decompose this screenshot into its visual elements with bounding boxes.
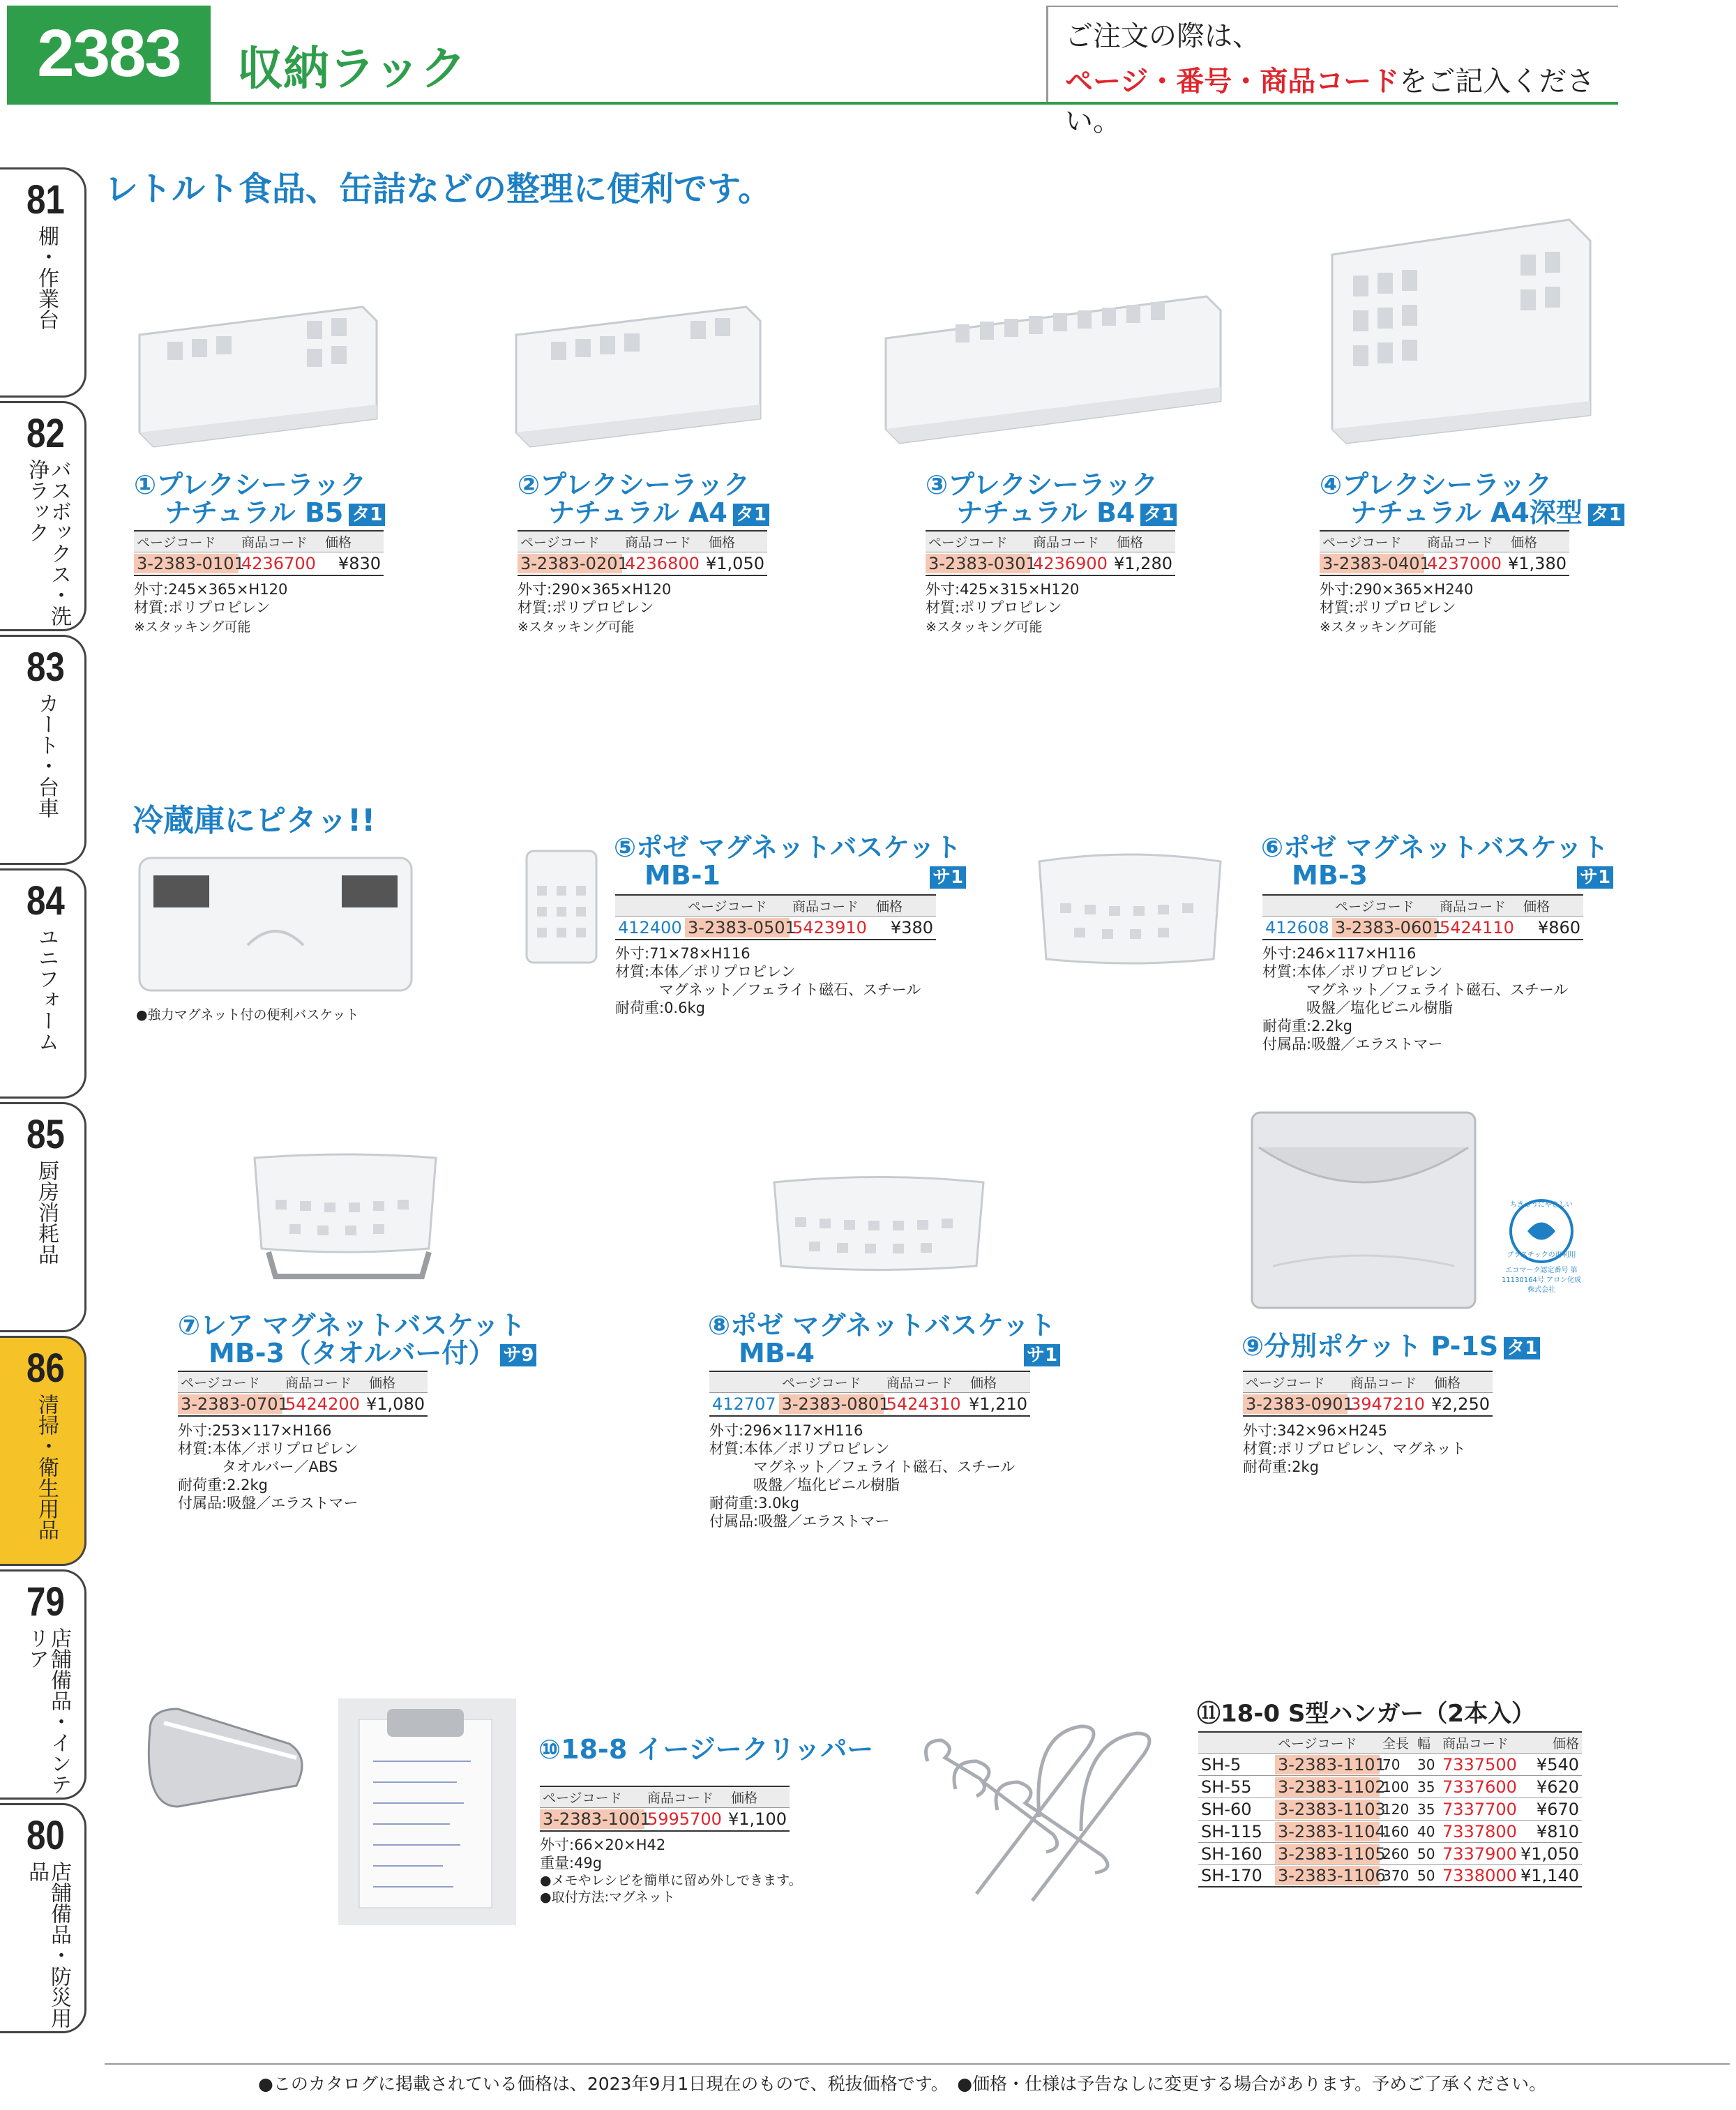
- header-page-code: ページコード: [1335, 899, 1414, 914]
- jan-code[interactable]: 412608: [1265, 918, 1329, 937]
- page-code[interactable]: 3-2383-1106: [1275, 1866, 1380, 1885]
- tab-number: 80: [27, 1813, 65, 1858]
- tab-82[interactable]: [0, 401, 86, 631]
- width: 30: [1417, 1756, 1435, 1773]
- product-6-spec: 外寸:246×117×H116 材質:本体／ポリプロピレン マグネット／フェライト磁石、スチール 吸盤／塩化ビニル樹脂 耐荷重:2.2kg 付属品:吸盤／エラストマー: [1262, 945, 1569, 1053]
- footer-note: ●このカタログに掲載されている価格は、2023年9月1日現在のもので、税抜価格です。 ●価格・仕様は予告なしに変更する場合があります。予めご了承ください。: [258, 2074, 1547, 2094]
- header-product-code: 商品コード: [886, 1376, 953, 1391]
- supplier-tag: サ1: [930, 866, 966, 889]
- product-1-spec: 外寸:245×365×H120 材質:ポリプロピレン: [134, 581, 288, 616]
- memo-photo-image: [338, 1698, 516, 1925]
- rack-b5-image: [126, 293, 391, 453]
- model: SH-160: [1201, 1844, 1262, 1864]
- header-page-code: ページコード: [1322, 535, 1402, 550]
- supplier-tag: サ1: [1577, 866, 1613, 889]
- tab-label: 清掃・衛生用品: [34, 1394, 59, 1540]
- length: 370: [1382, 1867, 1410, 1884]
- price: ¥1,140: [1520, 1866, 1579, 1885]
- page-code[interactable]: 3-2383-1105: [1275, 1844, 1380, 1864]
- length: 260: [1382, 1845, 1410, 1862]
- product-name-line1: ①プレクシーラック: [134, 469, 367, 500]
- header-page-code: ページコード: [688, 899, 767, 914]
- header-price: 価格: [709, 535, 736, 550]
- model: SH-60: [1201, 1799, 1252, 1819]
- product-3-table: [926, 530, 1175, 576]
- product-code[interactable]: 4237000: [1427, 554, 1502, 573]
- header-price: 価格: [970, 1376, 997, 1391]
- tab-number: 86: [27, 1346, 65, 1391]
- basket-mb3-image: [1032, 847, 1228, 970]
- header-product-code: 商品コード: [1440, 899, 1507, 914]
- header-price: 価格: [876, 899, 903, 914]
- price: ¥1,380: [1508, 554, 1567, 573]
- product-4-note: ※スタッキング可能: [1320, 619, 1437, 635]
- price: ¥1,080: [366, 1394, 425, 1414]
- product-2-note: ※スタッキング可能: [518, 619, 635, 635]
- eco-mark-ring-text: ちきゅうにやさしい: [1510, 1201, 1573, 1209]
- price: ¥1,100: [728, 1809, 787, 1829]
- headline-fridge: 冷蔵庫にピタッ!!: [133, 803, 376, 838]
- tab-number: 83: [27, 645, 65, 690]
- tab-number: 85: [27, 1112, 65, 1157]
- product-name-line1: ⑤ポゼ マグネットバスケット: [614, 832, 962, 863]
- product-5-name: [614, 834, 966, 889]
- product-4-name: [1320, 471, 1624, 527]
- tab-label: ユニフォーム: [34, 926, 59, 1052]
- page-code[interactable]: 3-2383-0401: [1320, 554, 1424, 573]
- table-row: [1198, 1754, 1582, 1776]
- product-name-line2: MB-3（タオルバー付）: [209, 1338, 495, 1369]
- tab-81[interactable]: [0, 167, 86, 398]
- header-price: 価格: [369, 1376, 396, 1391]
- rack-a4-deep-image: [1318, 213, 1597, 450]
- price: ¥1,280: [1114, 554, 1172, 573]
- length: 100: [1382, 1778, 1410, 1795]
- product-9-spec: 外寸:342×96×H245 材質:ポリプロピレン、マグネット 耐荷重:2kg: [1243, 1422, 1466, 1475]
- tab-79[interactable]: [0, 1569, 86, 1800]
- price: ¥830: [338, 554, 381, 573]
- header-page-code: ページコード: [520, 535, 600, 550]
- product-code[interactable]: 5424110: [1440, 918, 1514, 937]
- header-page-code: ページコード: [782, 1376, 861, 1391]
- product-code[interactable]: 7337900: [1442, 1844, 1517, 1864]
- header-price: 価格: [1552, 1736, 1579, 1751]
- product-4-spec: 外寸:290×365×H240 材質:ポリプロピレン: [1320, 581, 1474, 616]
- width: 50: [1417, 1867, 1435, 1884]
- supplier-tag: サ1: [1024, 1344, 1060, 1366]
- tab-number: 79: [27, 1579, 65, 1625]
- model: SH-170: [1201, 1866, 1262, 1885]
- header-page-code: ページコード: [1246, 1376, 1325, 1391]
- width: 35: [1417, 1778, 1435, 1795]
- product-name-line1: ③プレクシーラック: [926, 469, 1158, 500]
- header-price: 価格: [731, 1791, 758, 1806]
- fridge-basket-image: [136, 854, 415, 994]
- product-code[interactable]: 5995700: [647, 1809, 722, 1829]
- product-1-table: [134, 530, 384, 576]
- header-product-code: 商品コード: [285, 1376, 352, 1391]
- product-name-line2: ナチュラル A4: [548, 497, 727, 528]
- tab-label: 店舗備品・防災用品: [24, 1861, 71, 2028]
- tab-label: 厨房消耗品: [34, 1160, 59, 1265]
- header-product-code: 商品コード: [241, 535, 308, 550]
- tab-86[interactable]: [0, 1336, 86, 1566]
- tab-83[interactable]: [0, 635, 86, 865]
- product-name-line1: ⑥ポゼ マグネットバスケット: [1261, 832, 1609, 863]
- header-product-code: 商品コード: [647, 1791, 714, 1806]
- page-code[interactable]: 3-2383-0601: [1332, 918, 1437, 937]
- product-2-spec: 外寸:290×365×H120 材質:ポリプロピレン: [518, 581, 672, 616]
- product-code[interactable]: 7338000: [1442, 1866, 1517, 1885]
- header-product-code: 商品コード: [792, 899, 859, 914]
- order-line-2: [1065, 59, 1618, 139]
- product-code[interactable]: 5423910: [792, 918, 867, 937]
- product-code[interactable]: 5424200: [285, 1394, 360, 1414]
- product-1-name: [134, 471, 385, 527]
- tab-80[interactable]: [0, 1803, 86, 2033]
- product-1-note: ※スタッキング可能: [134, 619, 251, 635]
- tab-label: 棚・作業台: [34, 225, 59, 330]
- page-code[interactable]: 3-2383-1104: [1275, 1822, 1380, 1841]
- product-7-name: [178, 1311, 536, 1367]
- product-2-table: [518, 530, 767, 576]
- header-page-code: ページコード: [543, 1791, 622, 1806]
- supplier-tag: サ9: [500, 1344, 536, 1366]
- price: ¥1,210: [969, 1394, 1027, 1414]
- product-code[interactable]: 7337800: [1442, 1821, 1517, 1841]
- product-8-table: [709, 1371, 1030, 1417]
- price: ¥620: [1536, 1777, 1579, 1797]
- header-price: 価格: [1434, 1376, 1461, 1391]
- product-code[interactable]: 5424310: [886, 1394, 961, 1414]
- product-name-line2: MB-3: [1292, 860, 1368, 891]
- product-name-line2: MB-1: [644, 860, 720, 891]
- page-code[interactable]: 3-2383-0101: [134, 554, 239, 573]
- product-3-name: [926, 471, 1177, 527]
- product-8-name: [708, 1311, 1060, 1367]
- rack-b4-image: [872, 282, 1235, 450]
- product-7-table: [178, 1371, 428, 1417]
- product-code[interactable]: 7337600: [1442, 1777, 1517, 1797]
- page-code[interactable]: 3-2383-0701: [178, 1394, 282, 1414]
- header-page-code: ページコード: [137, 535, 216, 550]
- header-divider: [7, 102, 1618, 105]
- footer-divider: [105, 2063, 1730, 2065]
- page-code[interactable]: 3-2383-1001: [540, 1809, 644, 1829]
- table-row: [1198, 1865, 1582, 1887]
- page-number: 2383: [7, 6, 211, 102]
- model: SH-55: [1201, 1777, 1252, 1797]
- product-10-spec: 外寸:66×20×H42 重量:49g: [540, 1837, 666, 1871]
- product-code[interactable]: 4236900: [1033, 554, 1108, 573]
- basket-mb1-image: [520, 844, 603, 970]
- supplier-tag: タ1: [733, 504, 769, 526]
- hanger-title: ⑪18-0 S型ハンガー（2本入）: [1197, 1700, 1536, 1728]
- product-10-name: [538, 1735, 873, 1763]
- clipper-image: [136, 1702, 324, 1814]
- page-code[interactable]: 3-2383-0501: [685, 918, 790, 937]
- length: 160: [1382, 1823, 1410, 1840]
- header-product-code: 商品コード: [625, 535, 692, 550]
- page-code[interactable]: 3-2383-0901: [1243, 1394, 1348, 1414]
- price: ¥2,250: [1431, 1394, 1490, 1414]
- product-5-table: [615, 894, 936, 940]
- header-width: 幅: [1417, 1736, 1431, 1751]
- table-row: [1198, 1798, 1582, 1821]
- product-name-line2: ナチュラル B4: [956, 497, 1135, 528]
- product-5-spec: 外寸:71×78×H116 材質:本体／ポリプロピレン マグネット／フェライト磁石、スチール 耐荷重:0.6kg: [615, 945, 921, 1016]
- model: SH-5: [1201, 1754, 1241, 1774]
- header-price: 価格: [1523, 899, 1550, 914]
- table-row: [1198, 1843, 1582, 1865]
- order-line-1: ご注文の際は、: [1065, 20, 1260, 52]
- product-6-name: [1261, 834, 1613, 889]
- header-price: 価格: [1117, 535, 1144, 550]
- page-code[interactable]: 3-2383-0801: [779, 1394, 884, 1414]
- model: SH-115: [1201, 1821, 1262, 1841]
- jan-code[interactable]: 412707: [712, 1394, 776, 1414]
- tab-85[interactable]: [0, 1102, 86, 1332]
- tab-label: カート・台車: [34, 693, 59, 818]
- supplier-tag: タ1: [1504, 1337, 1540, 1359]
- header-page-code: ページコード: [928, 535, 1008, 550]
- table-row: [1198, 1776, 1582, 1798]
- length: 120: [1382, 1800, 1410, 1818]
- product-name-line1: ②プレクシーラック: [518, 469, 750, 500]
- tab-label: バスボックス・洗浄ラック: [24, 459, 71, 626]
- order-emphasis: ページ・番号・商品コード: [1065, 66, 1400, 98]
- price: ¥540: [1536, 1754, 1579, 1774]
- width: 35: [1417, 1800, 1435, 1818]
- width: 50: [1417, 1845, 1435, 1862]
- product-3-spec: 外寸:425×315×H120 材質:ポリプロピレン: [926, 581, 1080, 616]
- s-hanger-image: [914, 1712, 1179, 1908]
- product-4-table: [1320, 530, 1569, 576]
- header-product-code: 商品コード: [1350, 1376, 1417, 1391]
- price: ¥380: [890, 918, 933, 937]
- product-7-spec: 外寸:253×117×H166 材質:本体／ポリプロピレン タオルバー／ABS 耐荷重:2.2kg 付属品:吸盤／エラストマー: [178, 1422, 358, 1512]
- tab-84[interactable]: [0, 868, 86, 1099]
- page-code[interactable]: 3-2383-0201: [518, 554, 622, 573]
- tab-number: 84: [27, 878, 65, 924]
- product-name-line1: ⑦レア マグネットバスケット: [178, 1310, 526, 1341]
- price: ¥1,050: [706, 554, 764, 573]
- eco-mark-text: エコマーク認定番号 第11130164号 アロン化成株式会社: [1501, 1267, 1582, 1294]
- length: 70: [1382, 1756, 1401, 1773]
- header-page-code: ページコード: [181, 1376, 260, 1391]
- product-6-table: [1262, 894, 1583, 940]
- product-code[interactable]: 4236800: [625, 554, 700, 573]
- product-3-note: ※スタッキング可能: [926, 619, 1043, 635]
- order-rest: をご記入ください。: [1065, 66, 1595, 137]
- header-page-code: ページコード: [1278, 1736, 1357, 1751]
- tab-number: 82: [27, 411, 65, 456]
- price: ¥810: [1536, 1821, 1579, 1841]
- eco-mark-sub-text: プラスチックの再利用: [1507, 1251, 1576, 1259]
- supplier-tag: タ1: [349, 504, 385, 526]
- header-price: 価格: [325, 535, 352, 550]
- basket-mb4-image: [767, 1172, 990, 1276]
- page-code[interactable]: 3-2383-1102: [1275, 1777, 1380, 1797]
- tab-label: 店舗備品・インテリア: [24, 1627, 71, 1795]
- order-instructions: [1046, 6, 1618, 137]
- header-price: 価格: [1511, 535, 1538, 550]
- supplier-tag: タ1: [1588, 504, 1624, 526]
- pocket-p1s-image: [1245, 1106, 1482, 1315]
- product-code[interactable]: 4236700: [241, 554, 316, 573]
- width: 40: [1417, 1823, 1435, 1840]
- fridge-note: ●強力マグネット付の便利バスケット: [136, 1007, 359, 1023]
- page-title: 収納ラック: [237, 42, 467, 96]
- product-code[interactable]: 3947210: [1350, 1394, 1425, 1414]
- jan-code[interactable]: 412400: [618, 918, 682, 937]
- supplier-tag: タ1: [1140, 504, 1177, 526]
- rack-a4-image: [502, 293, 774, 453]
- basket-towelbar-image: [248, 1151, 443, 1283]
- product-name-line1: ⑨分別ポケット P-1S: [1241, 1331, 1499, 1362]
- page-code[interactable]: 3-2383-0301: [926, 554, 1030, 573]
- tab-number: 81: [27, 177, 65, 223]
- headline-rack: レトルト食品、缶詰などの整理に便利です。: [105, 169, 772, 209]
- product-9-name: [1241, 1332, 1540, 1360]
- product-code[interactable]: 7337700: [1442, 1799, 1517, 1819]
- header-product-code: 商品コード: [1033, 535, 1100, 550]
- header-length: 全長: [1382, 1736, 1410, 1751]
- hanger-table: [1198, 1731, 1582, 1887]
- product-code[interactable]: 7337500: [1442, 1754, 1517, 1774]
- price: ¥1,050: [1520, 1844, 1579, 1864]
- product-10-note: ●メモやレシピを簡単に留め外しできます。 ●取付方法:マグネット: [540, 1873, 802, 1905]
- product-name-line1: ⑧ポゼ マグネットバスケット: [708, 1310, 1056, 1341]
- product-name-line2: ナチュラル A4深型: [1350, 497, 1583, 528]
- product-name-line2: ナチュラル B5: [165, 497, 344, 528]
- page-code[interactable]: 3-2383-1103: [1275, 1800, 1380, 1819]
- header-product-code: 商品コード: [1427, 535, 1494, 550]
- table-row: [1198, 1821, 1582, 1843]
- product-8-spec: 外寸:296×117×H116 材質:本体／ポリプロピレン マグネット／フェライト磁石、スチール 吸盤／塩化ビニル樹脂 耐荷重:3.0kg 付属品:吸盤／エラストマー: [709, 1422, 1016, 1530]
- price: ¥670: [1536, 1799, 1579, 1819]
- product-10-table: [540, 1786, 790, 1832]
- product-name-line1: ④プレクシーラック: [1320, 469, 1553, 500]
- product-9-table: [1243, 1371, 1493, 1417]
- product-name-line2: MB-4: [739, 1338, 815, 1369]
- product-2-name: [518, 471, 769, 527]
- page-code[interactable]: 3-2383-1101: [1275, 1755, 1380, 1774]
- price: ¥860: [1537, 918, 1580, 937]
- product-name-line1: ⑩18-8 イージークリッパー: [538, 1734, 874, 1765]
- header-product-code: 商品コード: [1442, 1736, 1509, 1751]
